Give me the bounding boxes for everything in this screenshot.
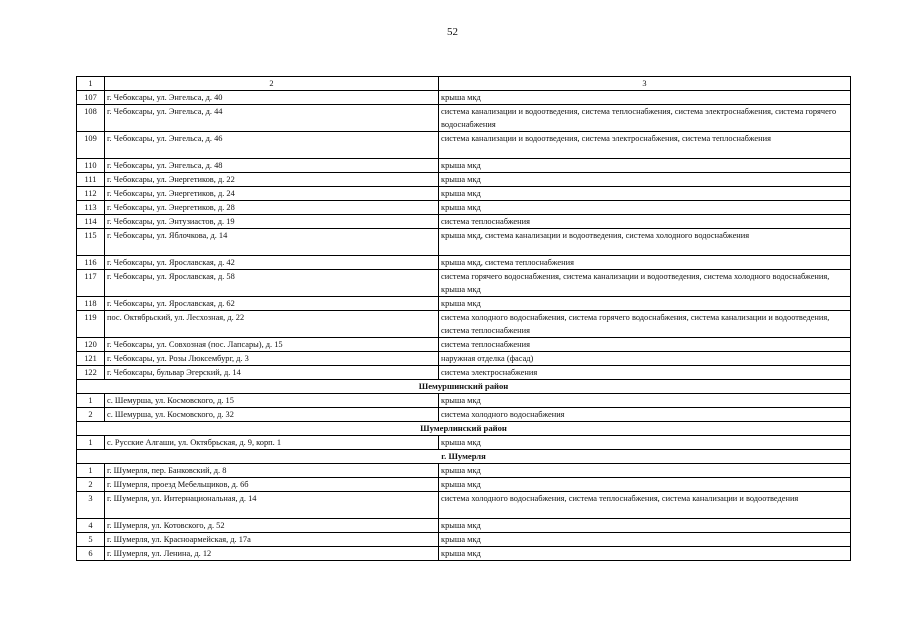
- table-row: [77, 394, 851, 408]
- table-row: [77, 215, 851, 229]
- row-address: г. Чебоксары, ул. Энергетиков, д. 22: [105, 173, 439, 187]
- row-work-type: крыша мкд: [439, 159, 851, 173]
- row-number: 1: [77, 464, 105, 478]
- table-row: [77, 187, 851, 201]
- table-row: [77, 311, 851, 338]
- row-address: г. Шумерля, ул. Ленина, д. 12: [105, 547, 439, 561]
- table-row: [77, 338, 851, 352]
- row-number: 1: [77, 394, 105, 408]
- row-number: 107: [77, 91, 105, 105]
- table-row: [77, 366, 851, 380]
- table-row: [77, 201, 851, 215]
- row-number: 111: [77, 173, 105, 187]
- table-row: [77, 91, 851, 105]
- row-address: г. Чебоксары, ул. Яблочкова, д. 14: [105, 229, 439, 256]
- row-work-type: крыша мкд, система теплоснабжения: [439, 256, 851, 270]
- table-row: [77, 492, 851, 519]
- row-address: г. Чебоксары, ул. Энергетиков, д. 24: [105, 187, 439, 201]
- row-work-type: крыша мкд: [439, 91, 851, 105]
- row-number: 108: [77, 105, 105, 132]
- row-number: 120: [77, 338, 105, 352]
- row-number: 110: [77, 159, 105, 173]
- row-address: г. Чебоксары, ул. Ярославская, д. 62: [105, 297, 439, 311]
- row-number: 3: [77, 492, 105, 519]
- objects-table: [76, 76, 851, 561]
- row-work-type: система канализации и водоотведения, система электроснабжения, система теплоснабжения: [439, 132, 851, 159]
- row-number: 115: [77, 229, 105, 256]
- row-work-type: крыша мкд: [439, 533, 851, 547]
- row-address: с. Русские Алгаши, ул. Октябрьская, д. 9, корп. 1: [105, 436, 439, 450]
- row-work-type: система канализации и водоотведения, система теплоснабжения, система электроснабжения, система горячего водоснабжения: [439, 105, 851, 132]
- table-row: [77, 297, 851, 311]
- row-work-type: крыша мкд: [439, 436, 851, 450]
- row-address: г. Чебоксары, ул. Энтузиастов, д. 19: [105, 215, 439, 229]
- row-address: с. Шемурша, ул. Космовского, д. 15: [105, 394, 439, 408]
- row-work-type: крыша мкд: [439, 173, 851, 187]
- row-work-type: крыша мкд: [439, 519, 851, 533]
- row-address: г. Чебоксары, ул. Розы Люксембург, д. 3: [105, 352, 439, 366]
- row-work-type: крыша мкд: [439, 394, 851, 408]
- table-row: [77, 229, 851, 256]
- row-work-type: крыша мкд: [439, 478, 851, 492]
- row-work-type: крыша мкд: [439, 547, 851, 561]
- row-work-type: система электроснабжения: [439, 366, 851, 380]
- row-number: 112: [77, 187, 105, 201]
- row-number: 5: [77, 533, 105, 547]
- row-number: 2: [77, 408, 105, 422]
- table-header-row: [77, 77, 851, 91]
- page-number: 52: [447, 26, 458, 38]
- table-row: [77, 105, 851, 132]
- row-address: г. Чебоксары, ул. Энергетиков, д. 28: [105, 201, 439, 215]
- table-row: [77, 270, 851, 297]
- row-address: г. Чебоксары, ул. Энгельса, д. 44: [105, 105, 439, 132]
- row-work-type: крыша мкд: [439, 187, 851, 201]
- row-number: 116: [77, 256, 105, 270]
- row-number: 6: [77, 547, 105, 561]
- section-title: Шумерлинский район: [77, 422, 851, 436]
- table-row: [77, 132, 851, 159]
- section-row: [77, 380, 851, 394]
- row-address: г. Шумерля, ул. Красноармейская, д. 17а: [105, 533, 439, 547]
- row-address: г. Шумерля, ул. Котовского, д. 52: [105, 519, 439, 533]
- row-address: г. Чебоксары, ул. Энгельса, д. 48: [105, 159, 439, 173]
- row-address: г. Чебоксары, ул. Энгельса, д. 46: [105, 132, 439, 159]
- table-row: [77, 352, 851, 366]
- table-row: [77, 519, 851, 533]
- table-row: [77, 478, 851, 492]
- row-number: 1: [77, 436, 105, 450]
- row-number: 113: [77, 201, 105, 215]
- row-address: г. Шумерля, ул. Интернациональная, д. 14: [105, 492, 439, 519]
- row-work-type: система теплоснабжения: [439, 338, 851, 352]
- row-work-type: крыша мкд: [439, 297, 851, 311]
- table-row: [77, 547, 851, 561]
- row-number: 119: [77, 311, 105, 338]
- row-work-type: система горячего водоснабжения, система канализации и водоотведения, система холодного водоснабжения, крыша мкд: [439, 270, 851, 297]
- table-body: [77, 77, 851, 561]
- row-address: г. Чебоксары, ул. Ярославская, д. 42: [105, 256, 439, 270]
- row-address: г. Чебоксары, бульвар Эгерский, д. 14: [105, 366, 439, 380]
- section-row: [77, 450, 851, 464]
- table-row: [77, 408, 851, 422]
- header-col-1: 1: [77, 77, 105, 91]
- row-address: г. Шумерля, пер. Банковский, д. 8: [105, 464, 439, 478]
- row-number: 118: [77, 297, 105, 311]
- header-col-2: 2: [105, 77, 439, 91]
- row-number: 122: [77, 366, 105, 380]
- row-work-type: наружная отделка (фасад): [439, 352, 851, 366]
- row-number: 114: [77, 215, 105, 229]
- row-address: г. Чебоксары, ул. Энгельса, д. 40: [105, 91, 439, 105]
- row-work-type: крыша мкд: [439, 464, 851, 478]
- row-work-type: система холодного водоснабжения, система горячего водоснабжения, система канализации и водоотведения, система теплоснабжения: [439, 311, 851, 338]
- row-address: г. Чебоксары, ул. Совхозная (пос. Лапсары), д. 15: [105, 338, 439, 352]
- section-title: г. Шумерля: [77, 450, 851, 464]
- table-row: [77, 256, 851, 270]
- row-number: 109: [77, 132, 105, 159]
- row-number: 121: [77, 352, 105, 366]
- section-row: [77, 422, 851, 436]
- row-address: пос. Октябрьский, ул. Лесхозная, д. 22: [105, 311, 439, 338]
- row-number: 2: [77, 478, 105, 492]
- table-row: [77, 159, 851, 173]
- section-title: Шемуршинский район: [77, 380, 851, 394]
- row-number: 4: [77, 519, 105, 533]
- table-row: [77, 464, 851, 478]
- row-work-type: крыша мкд: [439, 201, 851, 215]
- row-work-type: система холодного водоснабжения: [439, 408, 851, 422]
- row-address: г. Чебоксары, ул. Ярославская, д. 58: [105, 270, 439, 297]
- table-row: [77, 436, 851, 450]
- row-number: 117: [77, 270, 105, 297]
- row-address: с. Шемурша, ул. Космовского, д. 32: [105, 408, 439, 422]
- row-work-type: крыша мкд, система канализации и водоотведения, система холодного водоснабжения: [439, 229, 851, 256]
- table-row: [77, 173, 851, 187]
- header-col-3: 3: [439, 77, 851, 91]
- row-address: г. Шумерля, проезд Мебельщиков, д. 6б: [105, 478, 439, 492]
- table-row: [77, 533, 851, 547]
- row-work-type: система теплоснабжения: [439, 215, 851, 229]
- row-work-type: система холодного водоснабжения, система теплоснабжения, система канализации и водоотведения: [439, 492, 851, 519]
